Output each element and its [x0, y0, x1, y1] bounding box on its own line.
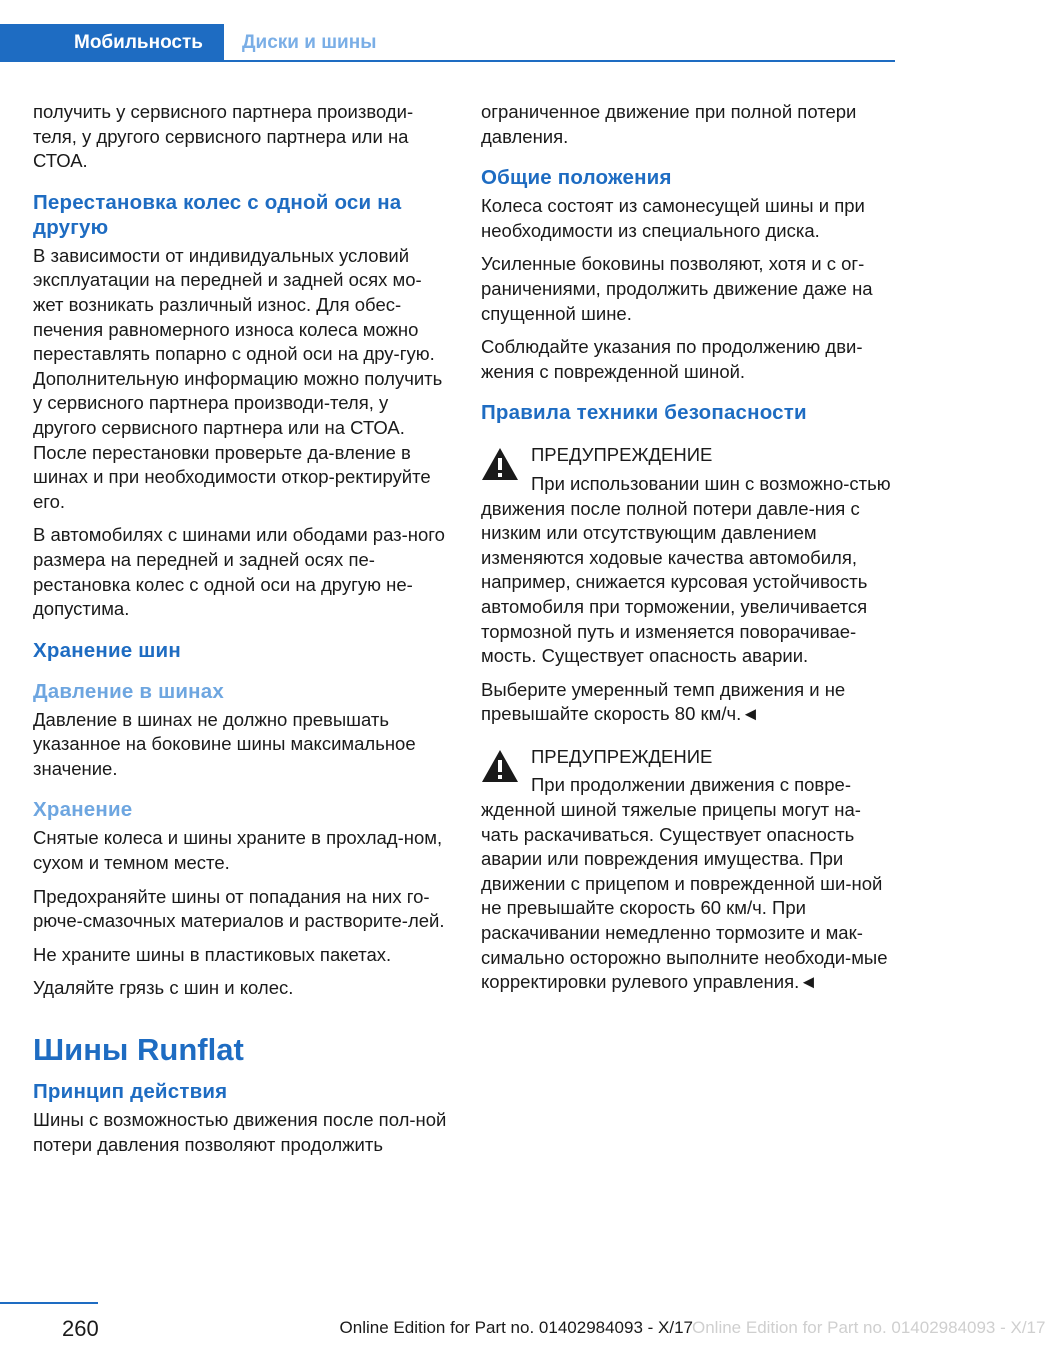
heading-safety: Правила техники безопасности — [481, 401, 807, 425]
general-paragraph-2: Усиленные боковины позволяют, хотя и с ог-раничениями, продолжить движение даже на спущенной шине. — [481, 253, 873, 324]
warning-triangle-icon — [481, 447, 519, 481]
heading-rotation: Перестановка колес с одной оси на другую — [33, 190, 402, 239]
general-paragraph-3: Соблюдайте указания по продолжению дви-жения с поврежденной шиной. — [481, 336, 863, 382]
warning-text-2: Выберите умеренный темп движения и не превышайте скорость 80 км/ч.◄ — [481, 678, 846, 725]
chapter-tab: Диски и шины — [242, 32, 377, 53]
heading-general: Общие положения — [481, 166, 672, 190]
page-number: 260 — [62, 1316, 99, 1341]
warning-block-2 — [481, 745, 897, 995]
watermark-text: Online Edition for Part no. 01402984093 - X/17 — [692, 1318, 1045, 1337]
heading-storage-sub: Хранение — [33, 798, 133, 822]
continuation-paragraph: ограниченное движение при полной потери давления. — [481, 101, 857, 147]
section-tab: Мобильность — [0, 24, 224, 62]
rotation-paragraph-2: В автомобилях с шинами или ободами раз-ного размера на передней и задней осях пе-рестановка колес с одной оси на другую не-допустима. — [33, 524, 445, 620]
warning-title: ПРЕДУПРЕЖДЕНИЕ — [531, 444, 713, 466]
warning-triangle-icon — [481, 749, 519, 783]
warning-block-1 — [481, 443, 897, 727]
principle-paragraph: Шины с возможностью движения после пол-ной потери давления позволяют продолжить — [33, 1109, 447, 1155]
general-paragraph-1: Колеса состоят из самонесущей шины и при необходимости из специального диска. — [481, 195, 865, 241]
storage-paragraph-4: Удаляйте грязь с шин и колес. — [33, 977, 294, 999]
rotation-paragraph-1: В зависимости от индивидуальных условий эксплуатации на передней и задней осях мо-жет возникать различный износ. Для обес-печения равномерного износа колеса можно переставлять попарно с одной оси на дру-гую. Дополнительную информацию можно получить у сервисного партнера производи-теля, у другого сервисного партнера или на СТОА. После перестановки проверьте да-вление в шинах и при необходимости откор-ректируйте его. — [33, 244, 443, 512]
storage-paragraph-3: Не храните шины в пластиковых пакетах. — [33, 943, 392, 965]
left-column — [33, 100, 449, 1166]
edition-text: Online Edition for Part no. 01402984093 - X/17 — [339, 1318, 693, 1337]
warning-text: При использовании шин с возможно-стью движения после полной потери давле-ния с низким или отсутствующим давлением изменяются ходовые качества автомобиля, например, снижается курсовая устойчивость автомобиля при торможении, увеличивается тормозной путь и изменяется поворачивае-мость. Существует опасность аварии. — [481, 472, 891, 667]
warning-text: При продолжении движения с повре-жденной шиной тяжелые прицепы могут на-чать раскачиваться. Существует опасность аварии или повреждения имущества. При движении с прицепом и поврежденной ши-ной не превышайте скорость 60 км/ч. При раскачивании немедленно тормозите и мак-симально осторожно выполните необходи-мые корректировки рулевого управления.◄ — [481, 774, 888, 993]
heading-pressure: Давление в шинах — [33, 679, 224, 703]
header-rule — [224, 60, 895, 62]
heading-runflat: Шины Runflat — [33, 1032, 244, 1068]
right-column — [481, 100, 897, 1004]
storage-paragraph-2: Предохраняйте шины от попадания на них го-рюче-смазочных материалов и растворите-лей. — [33, 885, 445, 932]
pressure-paragraph: Давление в шинах не должно превышать указанное на боковине шины максимальное значение. — [33, 708, 416, 779]
page-header — [0, 0, 895, 62]
heading-storage: Хранение шин — [33, 638, 181, 662]
storage-paragraph-1: Снятые колеса и шины храните в прохлад-ном, сухом и темном месте. — [33, 827, 443, 874]
intro-paragraph: получить у сервисного партнера производи-теля, у другого сервисного партнера или на СТОА. — [33, 101, 414, 172]
warning-title: ПРЕДУПРЕЖДЕНИЕ — [531, 745, 713, 767]
heading-principle: Принцип действия — [33, 1080, 228, 1104]
footer-rule — [0, 1302, 98, 1304]
